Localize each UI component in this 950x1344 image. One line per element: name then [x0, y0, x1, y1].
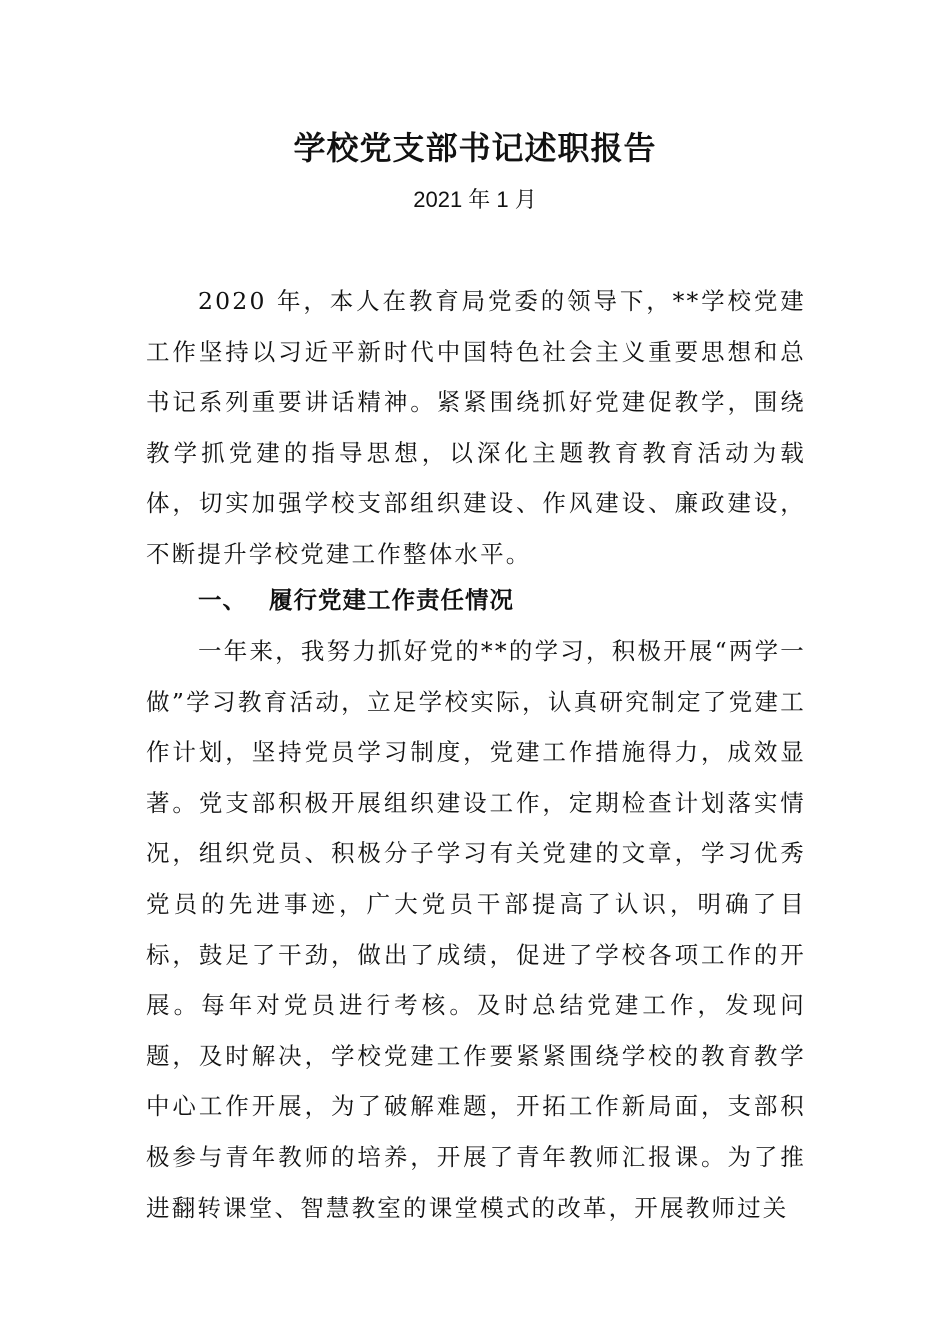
document-title: 学校党支部书记述职报告: [293, 129, 657, 167]
section-number: 一、: [198, 586, 247, 614]
section-paragraph: 一年来，我努力抓好党的**的学习，积极开展“两学一做”学习教育活动，立足学校实际，认真研究制定了党建工作计划，坚持党员学习制度，党建工作措施得力，成效显著。党支部积极开展组织建设工作，定期检查计划落实情况，组织党员、积极分子学习有关党建的文章，学习优秀党员的先进事迹，广大党员干部提高了认识，明确了目标，鼓足了干劲，做出了成绩，促进了学校各项工作的开展。每年对党员进行考核。及时总结党建工作，发现问题，及时解决，学校党建工作要紧紧围绕学校的教育教学中心工作开展，为了破解难题，开拓工作新局面，支部积极参与青年教师的培养，开展了青年教师汇报课。为了推进翻转课堂、智慧教室的课堂模式的改革，开展教师过关: [146, 637, 806, 1222]
section-heading-text: 履行党建工作责任情况: [269, 586, 514, 614]
document-date: 2021 年 1 月: [413, 187, 537, 212]
section-heading: [198, 578, 514, 622]
intro-paragraph: 2020 年，本人在教育局党委的领导下，**学校党建工作坚持以习近平新时代中国特色社会主义重要思想和总书记系列重要讲话精神。紧紧围绕抓好党建促教学，围绕教学抓党建的指导思想，以深化主题教育教育活动为载体，切实加强学校支部组织建设、作风建设、廉政建设，不断提升学校党建工作整体水平。: [146, 287, 806, 568]
